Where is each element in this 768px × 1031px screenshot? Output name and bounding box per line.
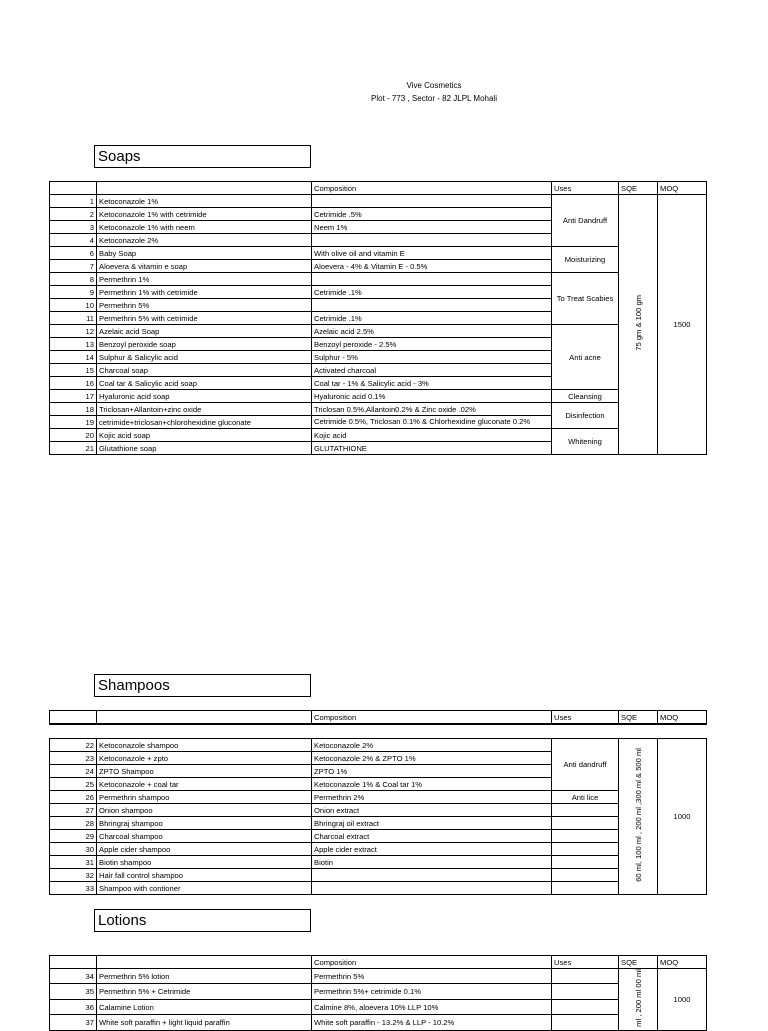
product-name: Benzoyl peroxide soap [97, 338, 312, 351]
composition-cell: ZPTO 1% [312, 765, 552, 778]
num-header [50, 956, 97, 969]
moq-header: MOQ [658, 711, 707, 725]
row-number: 21 [50, 442, 97, 455]
table-row [50, 247, 707, 260]
product-name: Ketoconazole 1% [97, 195, 312, 208]
composition-cell: Biotin [312, 856, 552, 869]
product-name: Permethrin 1% with cetrimide [97, 286, 312, 299]
composition-cell: Sulphur - 5% [312, 351, 552, 364]
moq-header: MOQ [658, 956, 707, 969]
composition-cell: Cetrimide .1% [312, 286, 552, 299]
product-name: Biotin shampoo [97, 856, 312, 869]
composition-cell: Cetrimide .1% [312, 312, 552, 325]
shampoos-title: Shampoos [94, 674, 311, 697]
product-name: Apple cider shampoo [97, 843, 312, 856]
row-number: 23 [50, 752, 97, 765]
product-name: Ketoconazole shampoo [97, 739, 312, 752]
row-number: 22 [50, 739, 97, 752]
table-header-row [50, 956, 707, 969]
lotions-title: Lotions [94, 909, 311, 932]
sqe-value: 60 ml, 100 ml , 200 ml ,300 ml & 500 ml [633, 748, 643, 882]
product-name: Permethrin 5% + Cetrimide [97, 984, 312, 999]
row-number: 4 [50, 234, 97, 247]
sqe-cell [619, 969, 658, 1031]
composition-cell: Hyaluronic acid 0.1% [312, 390, 552, 403]
table-row [50, 804, 707, 817]
composition-cell: Charcoal extract [312, 830, 552, 843]
uses-cell [552, 830, 619, 843]
row-number: 16 [50, 377, 97, 390]
uses-cell: Cleansing [552, 390, 619, 403]
company-name: Vive Cosmetics [406, 81, 462, 90]
product-name: Charcoal shampoo [97, 830, 312, 843]
table-row [50, 882, 707, 895]
composition-cell: Ketoconazole 2% [312, 739, 552, 752]
product-name: Hair fall control shampoo [97, 869, 312, 882]
row-number: 34 [50, 969, 97, 984]
row-number: 15 [50, 364, 97, 377]
product-name: Coal tar & Salicylic acid soap [97, 377, 312, 390]
uses-cell: Anti lice [552, 791, 619, 804]
composition-cell: Kojic acid [312, 429, 552, 442]
product-name: Ketoconazole 2% [97, 234, 312, 247]
composition-cell [312, 273, 552, 286]
row-number: 35 [50, 984, 97, 999]
uses-cell [552, 882, 619, 895]
composition-cell: Ketoconazole 2% & ZPTO 1% [312, 752, 552, 765]
composition-header: Composition [312, 711, 552, 725]
row-number: 25 [50, 778, 97, 791]
composition-cell: White soft paraffin - 13.2% & LLP - 10.2% [312, 1015, 552, 1030]
moq-cell: 1000 [658, 969, 707, 1031]
product-name: Charcoal soap [97, 364, 312, 377]
table-row [50, 403, 707, 416]
product-name: Shampoo with contioner [97, 882, 312, 895]
row-number: 6 [50, 247, 97, 260]
uses-cell: Disinfection [552, 403, 619, 429]
uses-cell [552, 817, 619, 830]
product-name: Permethrin 5% with cetrimide [97, 312, 312, 325]
product-name: Permethrin 1% [97, 273, 312, 286]
product-name: Ketoconazole 1% with neem [97, 221, 312, 234]
product-name: Azelaic acid Soap [97, 325, 312, 338]
uses-cell: Anti dandruff [552, 739, 619, 791]
uses-cell [552, 984, 619, 999]
row-number: 26 [50, 791, 97, 804]
product-name: Ketoconazole 1% with cetrimide [97, 208, 312, 221]
table-row [50, 830, 707, 843]
composition-cell: Calmine 8%, aloevera 10% LLP 10% [312, 999, 552, 1014]
table-row [50, 273, 707, 286]
row-number: 24 [50, 765, 97, 778]
soaps-title: Soaps [94, 145, 311, 168]
row-number: 18 [50, 403, 97, 416]
row-number: 31 [50, 856, 97, 869]
row-number: 12 [50, 325, 97, 338]
row-number: 13 [50, 338, 97, 351]
product-name: Sulphur & Salicylic acid [97, 351, 312, 364]
row-number: 9 [50, 286, 97, 299]
product-name: White soft paraffin + light liquid paraffin [97, 1015, 312, 1030]
table-row [50, 869, 707, 882]
uses-cell [552, 1015, 619, 1030]
composition-cell: Aloevera - 4% & Vitamin E - 0.5% [312, 260, 552, 273]
table-row [50, 325, 707, 338]
row-number: 30 [50, 843, 97, 856]
row-number: 19 [50, 416, 97, 429]
composition-cell: Permethrin 5%+ cetrimide 0.1% [312, 984, 552, 999]
uses-cell: To Treat Scabies [552, 273, 619, 325]
uses-header: Uses [552, 182, 619, 195]
composition-cell [312, 195, 552, 208]
product-name: Hyaluronic acid soap [97, 390, 312, 403]
table-row [50, 856, 707, 869]
product-name: Baby Soap [97, 247, 312, 260]
product-name: Onion shampoo [97, 804, 312, 817]
row-number: 27 [50, 804, 97, 817]
row-number: 10 [50, 299, 97, 312]
product-name: Permethrin shampoo [97, 791, 312, 804]
uses-cell [552, 969, 619, 984]
row-number: 28 [50, 817, 97, 830]
sqe-header: SQE [619, 182, 658, 195]
composition-cell: Neem 1% [312, 221, 552, 234]
row-number: 14 [50, 351, 97, 364]
sqe-value: ml , 200 ml 00 ml [633, 969, 643, 1027]
row-number: 2 [50, 208, 97, 221]
composition-cell: Apple cider extract [312, 843, 552, 856]
row-number: 32 [50, 869, 97, 882]
composition-cell: GLUTATHIONE [312, 442, 552, 455]
sqe-cell [619, 739, 658, 895]
composition-header: Composition [312, 956, 552, 969]
table-row [50, 1015, 707, 1030]
company-address: Plot - 773 , Sector - 82 JLPL Mohali [371, 94, 497, 103]
composition-cell [312, 869, 552, 882]
product-name: Aloevera & vitamin e soap [97, 260, 312, 273]
row-number: 11 [50, 312, 97, 325]
row-number: 17 [50, 390, 97, 403]
table-row [50, 429, 707, 442]
row-number: 36 [50, 999, 97, 1014]
row-number: 3 [50, 221, 97, 234]
uses-cell: Anti Dandruff [552, 195, 619, 247]
product-name: Permethrin 5% [97, 299, 312, 312]
table-header-row [50, 711, 707, 725]
composition-cell: Ketoconazole 1% & Coal tar 1% [312, 778, 552, 791]
composition-cell [312, 299, 552, 312]
table-row [50, 195, 707, 208]
table-row [50, 984, 707, 999]
composition-cell: Permethrin 2% [312, 791, 552, 804]
sqe-value: 75 gm & 100 gm [633, 295, 643, 351]
composition-cell: Activated charcoal [312, 364, 552, 377]
table-row [50, 739, 707, 752]
num-header [50, 182, 97, 195]
table-row [50, 969, 707, 984]
product-name: cetrimide+triclosan+chlorohexidine gluconate [97, 416, 312, 429]
name-header [97, 182, 312, 195]
uses-cell: Anti acne [552, 325, 619, 390]
sqe-cell [619, 195, 658, 455]
uses-header: Uses [552, 956, 619, 969]
uses-cell [552, 843, 619, 856]
table-header-row [50, 182, 707, 195]
composition-cell: Permethrin 5% [312, 969, 552, 984]
uses-cell [552, 869, 619, 882]
row-number: 37 [50, 1015, 97, 1030]
table-row [50, 791, 707, 804]
soaps-table [49, 181, 707, 455]
name-header [97, 711, 312, 725]
row-number: 33 [50, 882, 97, 895]
product-name: ZPTO Shampoo [97, 765, 312, 778]
product-name: Permethrin 5% lotion [97, 969, 312, 984]
product-name: Triclosan+Allantoin+zinc oxide [97, 403, 312, 416]
composition-cell: Triclosan 0.5%,Allantoin0.2% & Zinc oxide .02% [312, 403, 552, 416]
composition-cell: Benzoyl peroxide - 2.5% [312, 338, 552, 351]
uses-cell [552, 804, 619, 817]
uses-cell [552, 856, 619, 869]
row-number: 8 [50, 273, 97, 286]
lotions-table [49, 955, 707, 1031]
row-number: 1 [50, 195, 97, 208]
uses-header: Uses [552, 711, 619, 725]
composition-cell: Onion extract [312, 804, 552, 817]
uses-cell: Moisturizing [552, 247, 619, 273]
composition-cell: Cetrimide .5% [312, 208, 552, 221]
uses-cell [552, 999, 619, 1014]
moq-cell: 1500 [658, 195, 707, 455]
row-number: 7 [50, 260, 97, 273]
table-row [50, 390, 707, 403]
composition-cell: With olive oil and vitamin E [312, 247, 552, 260]
product-name: Calamine Lotion [97, 999, 312, 1014]
num-header [50, 711, 97, 725]
table-row [50, 843, 707, 856]
table-row [50, 817, 707, 830]
composition-cell [312, 234, 552, 247]
composition-cell: Cetrimide 0.5%, Triclosan 0.1% & Chlorhexidine gluconate 0.2% [312, 416, 552, 429]
product-name: Ketoconazole + coal tar [97, 778, 312, 791]
product-name: Glutathione soap [97, 442, 312, 455]
table-row [50, 999, 707, 1014]
composition-header: Composition [312, 182, 552, 195]
sqe-header: SQE [619, 711, 658, 725]
shampoos-table [49, 710, 707, 895]
composition-cell [312, 882, 552, 895]
row-number: 20 [50, 429, 97, 442]
moq-header: MOQ [658, 182, 707, 195]
spacer-row [50, 724, 707, 739]
composition-cell: Bhringraj oil extract [312, 817, 552, 830]
product-name: Bhringraj shampoo [97, 817, 312, 830]
sqe-header: SQE [619, 956, 658, 969]
row-number: 29 [50, 830, 97, 843]
uses-cell: Whitening [552, 429, 619, 455]
product-name: Ketoconazole + zpto [97, 752, 312, 765]
moq-cell: 1000 [658, 739, 707, 895]
product-name: Kojic acid soap [97, 429, 312, 442]
composition-cell: Coal tar - 1% & Salicylic acid - 3% [312, 377, 552, 390]
composition-cell: Azelaic acid 2.5% [312, 325, 552, 338]
name-header [97, 956, 312, 969]
